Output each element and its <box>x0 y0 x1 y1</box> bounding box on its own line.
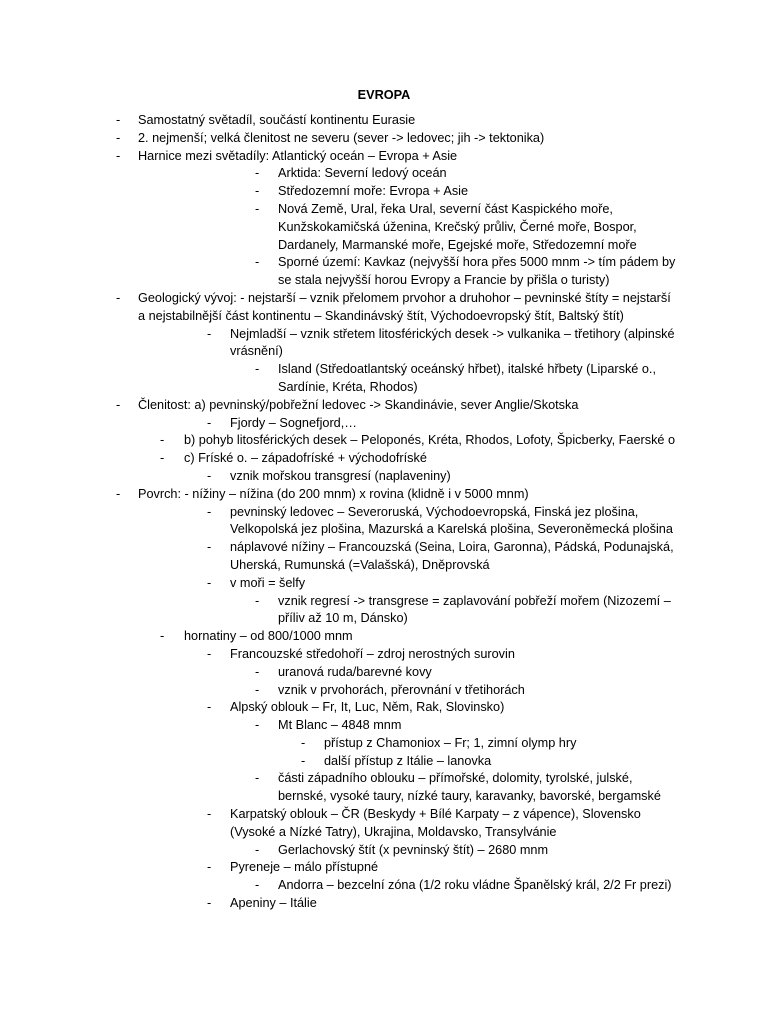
list-item <box>0 575 768 593</box>
list-item-text: hornatiny – od 800/1000 mnm <box>184 629 353 644</box>
list-item-text: b) pohyb litosférických desek – Peloponés, Kréta, Rhodos, Lofoty, Špicberky, Faerské o <box>184 433 676 448</box>
bullet-dash: - <box>160 629 165 644</box>
bullet-dash: - <box>116 113 121 127</box>
list-item-text: Povrch: - nížiny – nížina (do 200 mnm) x rovina (klidně i v 5000 mnm) <box>138 486 529 501</box>
list-item <box>0 806 768 842</box>
list-item <box>0 326 768 362</box>
list-item-text: Arktida: Severní ledový oceán <box>278 166 447 181</box>
bullet-dash: - <box>255 166 260 181</box>
bullet-dash: - <box>255 771 260 786</box>
bullet-dash: - <box>255 184 260 199</box>
bullet-dash: - <box>207 504 212 519</box>
list-item <box>0 735 768 753</box>
bullet-dash: - <box>207 700 212 715</box>
list-item-text: přístup z Chamoniox – Fr; 1, zimní olymp hry <box>324 735 577 750</box>
bullet-dash: - <box>207 807 212 822</box>
bullet-dash: - <box>116 130 121 145</box>
list-item-text: Sporné území: Kavkaz (nejvyšší hora přes 5000 mnm -> tím pádem by se stala nejvyšší horou Evropy a Francie by přišla o turisty) <box>278 255 676 288</box>
list-item <box>0 361 768 397</box>
document-title: EVROPA <box>357 88 411 102</box>
list-item-text: Alpský oblouk – Fr, It, Luc, Něm, Rak, Slovinsko) <box>230 700 505 715</box>
bullet-dash: - <box>116 486 121 501</box>
list-item <box>0 842 768 860</box>
bullet-dash: - <box>255 664 260 679</box>
bullet-dash: - <box>207 468 212 483</box>
list-item <box>0 112 768 130</box>
list-item-text: vznik v prvohorách, přerovnání v třetihorách <box>278 682 525 697</box>
list-item-text: Geologický vývoj: - nejstarší – vznik přelomem prvohor a druhohor – pevninské štíty = nejstarší a nejstabilnější část kontinentu – Skandinávský štít, Východoevropský štít, Baltský štít) <box>138 290 671 323</box>
list-item <box>0 877 768 895</box>
list-item <box>0 859 768 877</box>
list-item-text: Nejmladší – vznik střetem litosférických desek -> vulkanika – třetihory (alpinské vrásnění) <box>230 326 675 359</box>
bullet-dash: - <box>116 397 121 412</box>
list-item <box>0 664 768 682</box>
list-item-text: Mt Blanc – 4848 mnm <box>278 718 402 733</box>
list-item-text: Francouzské středohoří – zdroj nerostných surovin <box>230 646 515 661</box>
list-item <box>0 628 768 646</box>
bullet-dash: - <box>160 433 165 448</box>
list-item-text: Karpatský oblouk – ČR (Beskydy + Bílé Karpaty – z vápence), Slovensko (Vysoké a Nízké Tatry), Ukrajina, Moldavsko, Transylvánie <box>230 807 641 839</box>
list-item-text: další přístup z Itálie – lanovka <box>324 753 492 768</box>
list-item <box>0 432 768 450</box>
bullet-dash: - <box>160 451 165 466</box>
list-item-text: uranová ruda/barevné kovy <box>278 664 432 679</box>
bullet-dash: - <box>255 201 260 216</box>
list-item <box>0 539 768 575</box>
bullet-dash: - <box>207 860 212 875</box>
list-item <box>0 201 768 254</box>
list-item-text: vznik regresí -> transgrese = zaplavování pobřeží mořem (Nizozemí – příliv až 10 m, Dánsko) <box>278 593 671 626</box>
list-item <box>0 593 768 629</box>
list-item <box>0 717 768 735</box>
list-item-text: Středozemní moře: Evropa + Asie <box>278 184 469 199</box>
bullet-dash: - <box>255 255 260 270</box>
list-item-text: Harnice mezi světadíly: Atlantický oceán – Evropa + Asie <box>138 148 458 163</box>
list-item <box>0 468 768 486</box>
bullet-dash: - <box>255 718 260 733</box>
list-item-text: vznik mořskou transgresí (naplaveniny) <box>230 468 451 483</box>
list-item-text: Gerlachovský štít (x pevninský štít) – 2680 mnm <box>278 842 549 857</box>
list-item-text: náplavové nížiny – Francouzská (Seina, Loira, Garonna), Pádská, Podunajská, Uherská, Rumunská (=Valašská), Dněprovská <box>230 540 674 572</box>
list-item-text: c) Fríské o. – západofríské + východofríské <box>184 451 427 466</box>
bullet-dash: - <box>207 415 212 430</box>
list-item <box>0 682 768 700</box>
list-item <box>0 770 768 806</box>
list-item <box>0 895 768 913</box>
bullet-dash: - <box>207 326 212 341</box>
list-item <box>0 415 768 433</box>
bullet-list <box>0 112 768 913</box>
list-item-text: v moři = šelfy <box>230 575 306 590</box>
list-item-text: Apeniny – Itálie <box>230 896 317 911</box>
bullet-dash: - <box>301 753 306 768</box>
bullet-dash: - <box>207 646 212 661</box>
list-item <box>0 130 768 148</box>
bullet-dash: - <box>116 148 121 163</box>
list-item-text: Členitost: a) pevninský/pobřežní ledovec -> Skandinávie, sever Anglie/Skotska <box>138 397 579 412</box>
bullet-dash: - <box>255 362 260 377</box>
list-item <box>0 165 768 183</box>
list-item <box>0 753 768 771</box>
list-item <box>0 183 768 201</box>
bullet-dash: - <box>255 682 260 697</box>
bullet-dash: - <box>207 896 212 911</box>
list-item <box>0 504 768 540</box>
list-item <box>0 148 768 166</box>
bullet-dash: - <box>116 290 121 305</box>
list-item-text: pevninský ledovec – Severoruská, Východoevropská, Finská jez plošina, Velkopolská jez plošina, Mazurská a Karelská plošina, Severoněmecká plošina <box>230 504 673 537</box>
bullet-dash: - <box>207 540 212 555</box>
list-item-text: Fjordy – Sognefjord,… <box>230 415 357 430</box>
list-item <box>0 699 768 717</box>
list-item <box>0 450 768 468</box>
list-item <box>0 290 768 326</box>
list-item <box>0 254 768 290</box>
list-item <box>0 397 768 415</box>
list-item-text: Samostatný světadíl, součástí kontinentu Eurasie <box>138 113 416 127</box>
bullet-dash: - <box>207 575 212 590</box>
list-item-text: Andorra – bezcelní zóna (1/2 roku vládne Španělský král, 2/2 Fr prezi) <box>278 878 672 893</box>
list-item-text: Pyreneje – málo přístupné <box>230 860 379 875</box>
list-item-text: 2. nejmenší; velká členitost ne severu (sever -> ledovec; jih -> tektonika) <box>138 130 545 145</box>
list-item-text: Nová Země, Ural, řeka Ural, severní část Kaspického moře, Kunžskokamičská úženina, Krečský průliv, Černé moře, Bospor, Dardanely, Marmanské moře, Egejské moře, Středozemní moře <box>278 201 637 252</box>
list-item-text: Island (Středoatlantský oceánský hřbet), italské hřbety (Liparské o., Sardínie, Kréta, Rhodos) <box>278 362 656 394</box>
bullet-dash: - <box>301 735 306 750</box>
bullet-dash: - <box>255 878 260 893</box>
list-item-text: části západního oblouku – přímořské, dolomity, tyrolské, julské, bernské, vysoké taury, nízké taury, karavanky, bavorské, bergamské <box>278 771 661 804</box>
list-item <box>0 486 768 504</box>
list-item <box>0 646 768 664</box>
bullet-dash: - <box>255 842 260 857</box>
bullet-dash: - <box>255 593 260 608</box>
